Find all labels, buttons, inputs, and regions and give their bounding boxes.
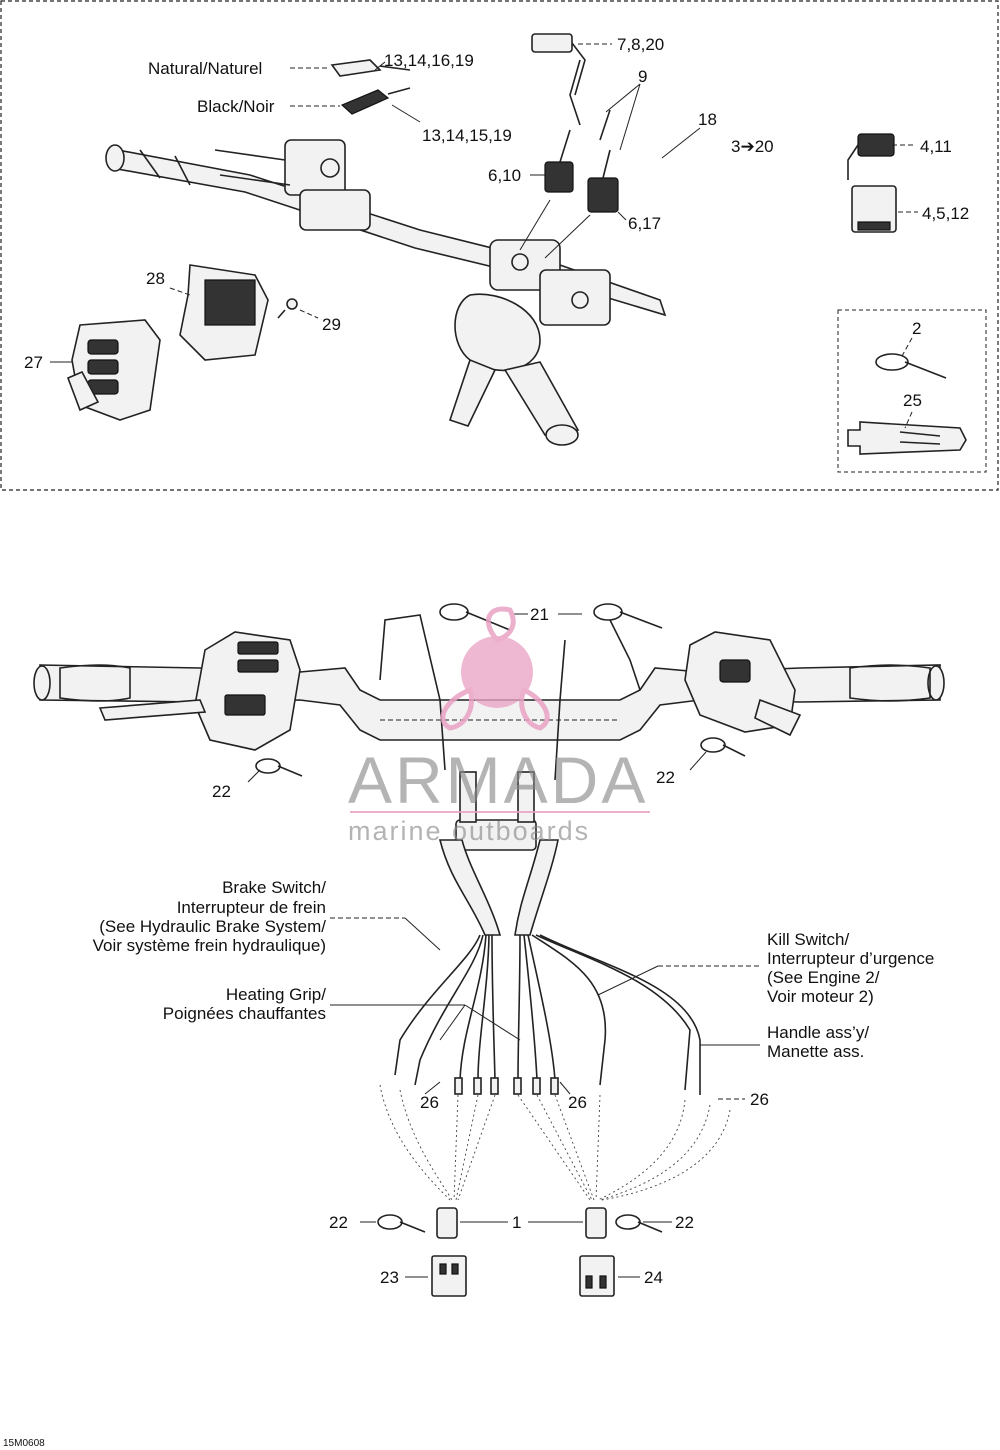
- connector-housing-1-right: [586, 1208, 606, 1238]
- brake-switch-line-3: (See Hydraulic Brake System/: [99, 917, 326, 936]
- callout-29: 29: [322, 315, 341, 334]
- kill-switch-line-3: (See Engine 2/: [767, 968, 880, 987]
- right-switch-assembled: [685, 632, 800, 735]
- left-switch-housing-27: [68, 320, 160, 420]
- brake-switch-line-1: Brake Switch/: [222, 878, 326, 897]
- figure-code: 15M0608: [3, 1438, 45, 1449]
- cable-tie-22-lower-right: [616, 1215, 662, 1232]
- kill-switch-line-2: Interrupteur d’urgence: [767, 949, 935, 968]
- watermark-tagline: marine outboards: [348, 816, 591, 846]
- callout-26-b: 26: [568, 1093, 587, 1112]
- heating-grip-line-2: Poignées chauffantes: [162, 1004, 326, 1023]
- wiring-harness-18: [320, 60, 840, 205]
- callout-22-lower-left: 22: [329, 1213, 348, 1232]
- callout-13-14-15-19: 13,14,15,19: [422, 126, 512, 145]
- callout-25: 25: [903, 391, 922, 410]
- callout-3-20: 3➔20: [731, 137, 774, 156]
- callout-26-c: 26: [750, 1090, 769, 1109]
- heating-grip-note: [163, 985, 326, 1023]
- watermark-brand: ARMADA: [348, 743, 649, 817]
- connector-4-11: [848, 134, 894, 180]
- callout-2: 2: [912, 319, 922, 338]
- cable-tie-22-left: [256, 759, 302, 776]
- brake-switch-line-4: Voir système frein hydraulique): [92, 936, 326, 955]
- connector-24: [580, 1256, 614, 1296]
- callout-4-5-12: 4,5,12: [922, 204, 970, 223]
- callout-6-10: 6,10: [488, 166, 522, 185]
- label-natural: Natural/Naturel: [148, 59, 263, 78]
- grease-tube-25: [848, 422, 966, 454]
- connector-housing-1-left: [437, 1208, 457, 1238]
- callout-28: 28: [146, 269, 165, 288]
- connector-6-17: [588, 150, 618, 212]
- callout-27: 27: [24, 353, 43, 372]
- brake-switch-line-2: Interrupteur de frein: [176, 898, 326, 917]
- callout-24: 24: [644, 1268, 663, 1287]
- label-black: Black/Noir: [197, 97, 275, 116]
- switch-cover-28: [180, 265, 268, 360]
- callout-26-a: 26: [420, 1093, 439, 1112]
- connector-23: [432, 1256, 466, 1296]
- propeller-blade-icon: [488, 609, 513, 640]
- handle-assy-note: [767, 1023, 869, 1061]
- kill-switch-line-1: Kill Switch/: [767, 930, 850, 949]
- callout-7-8-20: 7,8,20: [617, 35, 665, 54]
- callout-22-lower-right: 22: [675, 1213, 694, 1232]
- callout-22-left: 22: [212, 782, 231, 801]
- terminal-pins: [455, 1078, 558, 1094]
- cable-tie-2: [876, 354, 946, 378]
- handle-assy-line-2: Manette ass.: [767, 1042, 865, 1061]
- callout-4-11: 4,11: [920, 137, 952, 156]
- callout-23: 23: [380, 1268, 399, 1287]
- cable-tie-22-right: [701, 738, 745, 756]
- kill-switch-note: [767, 930, 934, 1006]
- callout-22-right: 22: [656, 768, 675, 787]
- callout-6-17: 6,17: [628, 214, 662, 233]
- screw-29: [278, 299, 297, 318]
- heating-grip-line-1: Heating Grip/: [225, 985, 326, 1004]
- callout-13-14-16-19: 13,14,16,19: [384, 51, 474, 70]
- cable-tie-21-right: [594, 604, 662, 628]
- brake-switch-note: [93, 878, 327, 955]
- callout-21: 21: [530, 605, 549, 624]
- cable-tie-22-lower-left: [378, 1215, 425, 1232]
- callout-18: 18: [698, 110, 717, 129]
- handle-assy-line-1: Handle ass’y/: [767, 1023, 870, 1042]
- kill-switch-line-4: Voir moteur 2): [767, 987, 874, 1006]
- connector-7-8-20: [532, 34, 585, 95]
- callout-9: 9: [638, 67, 648, 86]
- connector-4-5-12: [852, 186, 896, 232]
- callout-1: 1: [512, 1213, 522, 1232]
- descending-wires-right: [518, 935, 700, 1095]
- connector-6-10: [545, 130, 573, 192]
- descending-wires-left: [395, 935, 495, 1085]
